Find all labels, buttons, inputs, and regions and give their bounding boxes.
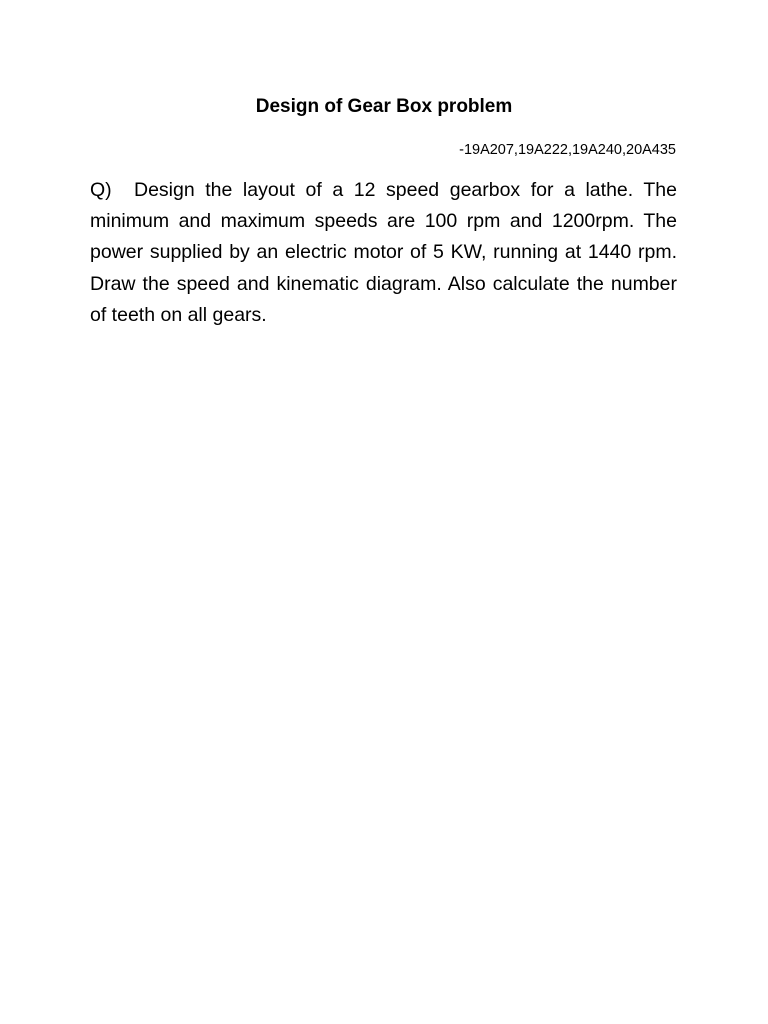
question-label: Q) [90, 179, 112, 201]
roll-numbers: -19A207,19A222,19A240,20A435 [459, 142, 676, 158]
question-paragraph [90, 175, 677, 331]
document-title: Design of Gear Box problem [255, 96, 513, 117]
question-text: Design the layout of a 12 speed gearbox for a lathe. The minimum and maximum speeds are 100 rpm and 1200rpm. The power supplied by an electric motor of 5 KW, running at 1440 rpm. Draw the speed and kinematic diagram. Also calculate the number of teeth on all gears. [90, 179, 677, 326]
